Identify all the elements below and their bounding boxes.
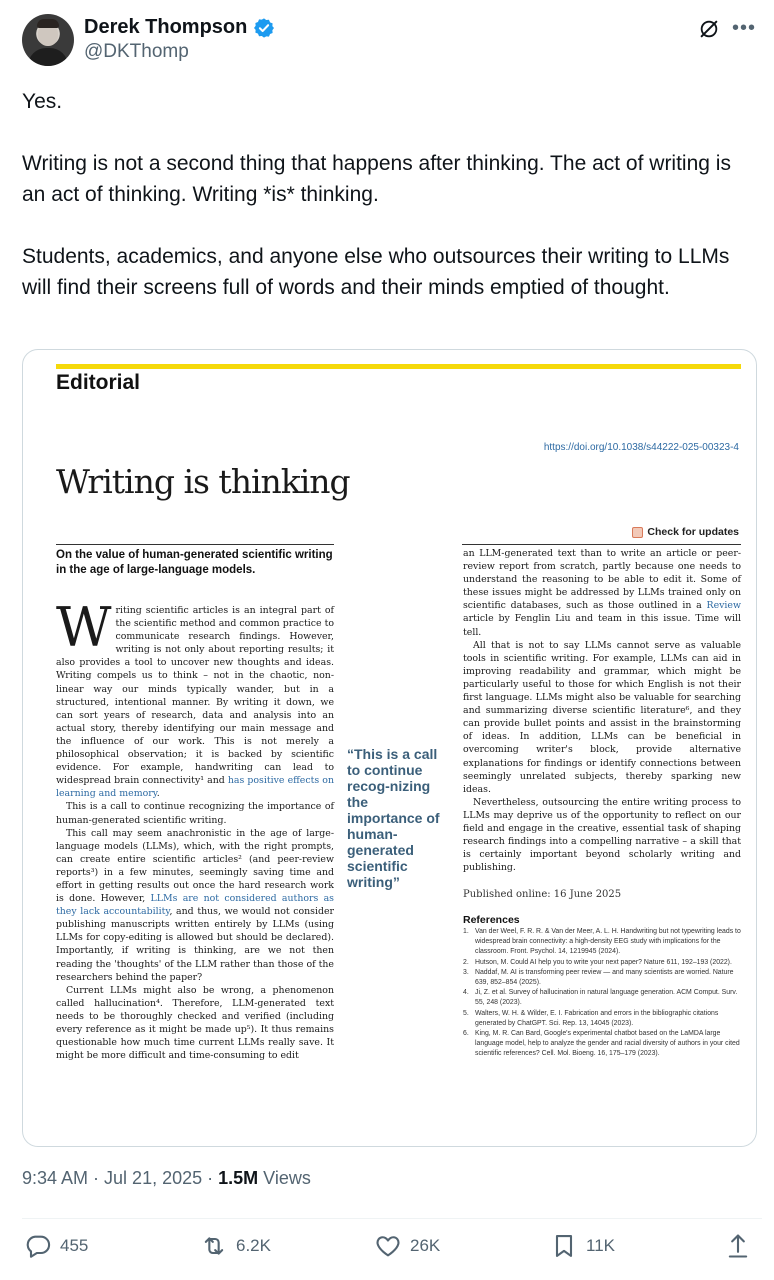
like-button[interactable] [374, 1232, 440, 1260]
text-run: This call may seem anachronistic in the age of large-language models (LLMs), which, with the right prompts, can create entire scientific articles² (and peer-review reports³) in a few minutes, seemingly saving time and effort in getting results out once the hard research work is done. However, [56, 827, 334, 905]
reference-text: Ji, Z. et al. Survey of hallucination in natural language generation. ACM Comput. Surv. 55, 248 (2023). [475, 989, 738, 1007]
tweet-paragraph: Writing is not a second thing that happens after thinking. The act of writing is an act of thinking. Writing *is* thinking. [22, 152, 731, 206]
reference-number: 5. [463, 1009, 469, 1017]
references-list [463, 927, 741, 1060]
reference-text: Van der Weel, F. R. R. & Van der Meer, A. L. H. Handwriting but not typewriting leads to widespread brain connectivity: a high-density EEG study with implications for the classroom. Front. Psychol. 14, 1219945 (2024). [475, 928, 741, 956]
bookmark-button[interactable] [550, 1232, 615, 1260]
action-bar [24, 1232, 754, 1262]
repost-button[interactable] [200, 1232, 271, 1260]
text-run: article by Fenglin Liu and team in this issue. Time will tell. [463, 613, 741, 638]
text-run: , and thus, we would not consider publishing manuscripts written entirely by LLMs (using LLMs for copy-editing is allowed but should be declared). Importantly, if writing is thinking, are we not then reading the 'thoughts' of the LLM rather than those of the researchers behind the paper? [56, 906, 335, 983]
article-column-right [463, 547, 741, 874]
reference-text: Hutson, M. Could AI help you to write your next paper? Nature 611, 192–193 (2022). [475, 958, 732, 966]
text-run: riting scientific articles is an integral part of the scientific method and common practice to communicate research findings. However, writing is not only about reporting results; it also provides a tool to uncover new thoughts and ideas. Writing compels us to think – not in the chaotic, non-linear way our minds typically wander, but in a structured, intentional manner. By writing it down, we can sort years of research, data and analysis into an actual story, thereby identifying our main message and the influence of our work. This is not merely a philosophical observation; it is backed by scientific evidence. For example, handwriting can lead to widespread brain connectivity¹ and [56, 605, 334, 787]
column-rule-left [56, 544, 334, 545]
reference-text: Walters, W. H. & Wilder, E. I. Fabrication and errors in the bibliographic citations generated by ChatGPT. Sci. Rep. 13, 14045 (2023). [475, 1009, 719, 1027]
reference-item [463, 927, 741, 958]
author-name[interactable]: Derek Thompson [84, 16, 248, 38]
article-paragraph [56, 827, 334, 984]
tweet-paragraph: Yes. [22, 90, 63, 113]
article-column-left [56, 596, 335, 1062]
article-paragraph: This is a call to continue recognizing the importance of human-generated scientific writing. [56, 801, 334, 826]
article-paragraph [463, 547, 741, 639]
article-paragraph: Nevertheless, outsourcing the entire writing process to LLMs may deprive us of the opportunity to reflect on our field and engage in the creative, essential task of shaping research findings into a compelling narrative – a skill that is certainly important beyond scholarly writing and publishing. [463, 796, 741, 874]
attached-image[interactable] [22, 349, 757, 1147]
tweet-paragraph: Students, academics, and anyone else who outsources their writing to LLMs will find their screens full of words and their minds emptied of thought. [22, 245, 730, 299]
verified-badge-icon [253, 17, 275, 39]
tweet-meta [22, 1168, 311, 1189]
heart-icon [374, 1232, 402, 1260]
check-updates-icon [632, 527, 643, 538]
share-button[interactable] [724, 1232, 752, 1260]
drop-cap: W [56, 596, 112, 659]
avatar[interactable] [22, 14, 74, 66]
reply-button[interactable] [24, 1232, 88, 1260]
inline-link: Review [706, 600, 741, 612]
reference-number: 6. [463, 1030, 469, 1038]
like-count: 26K [410, 1236, 441, 1255]
reference-item [463, 1029, 741, 1060]
repost-icon [200, 1232, 228, 1260]
article-paragraph: Current LLMs might also be wrong, a phenomenon called hallucination⁴. Therefore, LLM-generated text needs to be thoroughly checked and verified (including every reference as it might be made up⁵). It thus remains questionable how much time current LLMs really save. It might be more difficult and time-consuming to edit [56, 984, 334, 1062]
avatar-hair [37, 19, 59, 28]
bookmark-icon [550, 1232, 578, 1260]
reference-item [463, 958, 741, 968]
column-rule-right [462, 544, 741, 545]
author-block [84, 16, 275, 63]
editorial-accent-bar [56, 364, 741, 369]
text-run: . [156, 788, 160, 800]
reference-item [463, 988, 741, 1008]
grok-icon[interactable] [698, 18, 720, 40]
share-icon [724, 1232, 752, 1260]
reference-text: Naddaf, M. AI is transforming peer review — and many scientists are worried. Nature 639, 852–854 (2025). [475, 968, 734, 987]
tweet-text [22, 86, 752, 334]
reference-number: 4. [463, 989, 469, 997]
article-subtitle: On the value of human-generated scientific writing in the age of large-language models. [56, 549, 333, 576]
meta-separator: · [88, 1168, 105, 1188]
inline-link: has positive effects on learning and memory [56, 775, 334, 800]
pull-quote: “This is a call to continue recog-nizing the importance of human-generated scientific writing” [347, 746, 440, 890]
reference-item [463, 1009, 741, 1029]
more-options-icon[interactable]: ••• [731, 17, 756, 39]
article-paragraph [56, 596, 334, 800]
section-label: Editorial [56, 371, 141, 394]
check-updates-label: Check for updates [647, 526, 739, 538]
article-paragraph: All that is not to say LLMs cannot serve as valuable tools in scientific writing. For example, LLMs can aid in improving readability and grammar, which might be particularly useful to those for which English is not their first language. LLMs might also be valuable for searching and summarizing diverse scientific literature⁶, and they can provide bullet points and assist in the brainstorming of ideas. In addition, LLMs can be beneficial in overcoming writer's block, provide alternative explanations for findings or identify connections between seemingly unrelated subjects, thereby sparking new ideas. [463, 639, 741, 795]
doi-link: https://doi.org/10.1038/s44222-025-00323-4 [543, 442, 739, 453]
reply-count: 455 [60, 1236, 89, 1255]
reference-number: 3. [463, 968, 469, 976]
author-handle[interactable]: @DKThomp [84, 41, 189, 62]
inline-link: LLMs are not considered authors as they lack accountability [56, 893, 334, 918]
reply-icon [24, 1232, 52, 1260]
divider [22, 1218, 762, 1219]
text-run: an LLM-generated text than to write an article or peer-review report from scratch, partly because one needs to understand the reasoning to be able to edit it. Some of these issues might be addressed by LLMs trained only on scientific databases, such as those outlined in a [463, 548, 741, 612]
reference-item [463, 968, 741, 988]
reference-number: 2. [463, 958, 469, 966]
views-count[interactable]: 1.5M [218, 1168, 259, 1188]
repost-count: 6.2K [236, 1236, 271, 1255]
bookmark-count: 11K [586, 1236, 615, 1255]
meta-separator: · [202, 1168, 219, 1188]
article-title: Writing is thinking [56, 462, 350, 501]
tweet-time[interactable]: 9:34 AM [22, 1168, 89, 1188]
name-row [84, 16, 275, 39]
check-for-updates [632, 526, 739, 538]
avatar-suit [28, 48, 68, 66]
reference-number: 1. [463, 928, 469, 935]
tweet-date[interactable]: Jul 21, 2025 [104, 1168, 203, 1188]
published-date: Published online: 16 June 2025 [463, 889, 622, 900]
reference-text: King, M. R. Can Bard, Google's experimental chatbot based on the LaMDA large language model, help to analyze the gender and racial diversity of authors in your cited scientific references? Cell. Mol. Bioeng. 16, 175–179 (2023). [475, 1030, 740, 1058]
tweet-header [22, 14, 762, 70]
references-heading: References [463, 914, 520, 926]
views-label: Views [258, 1168, 311, 1188]
